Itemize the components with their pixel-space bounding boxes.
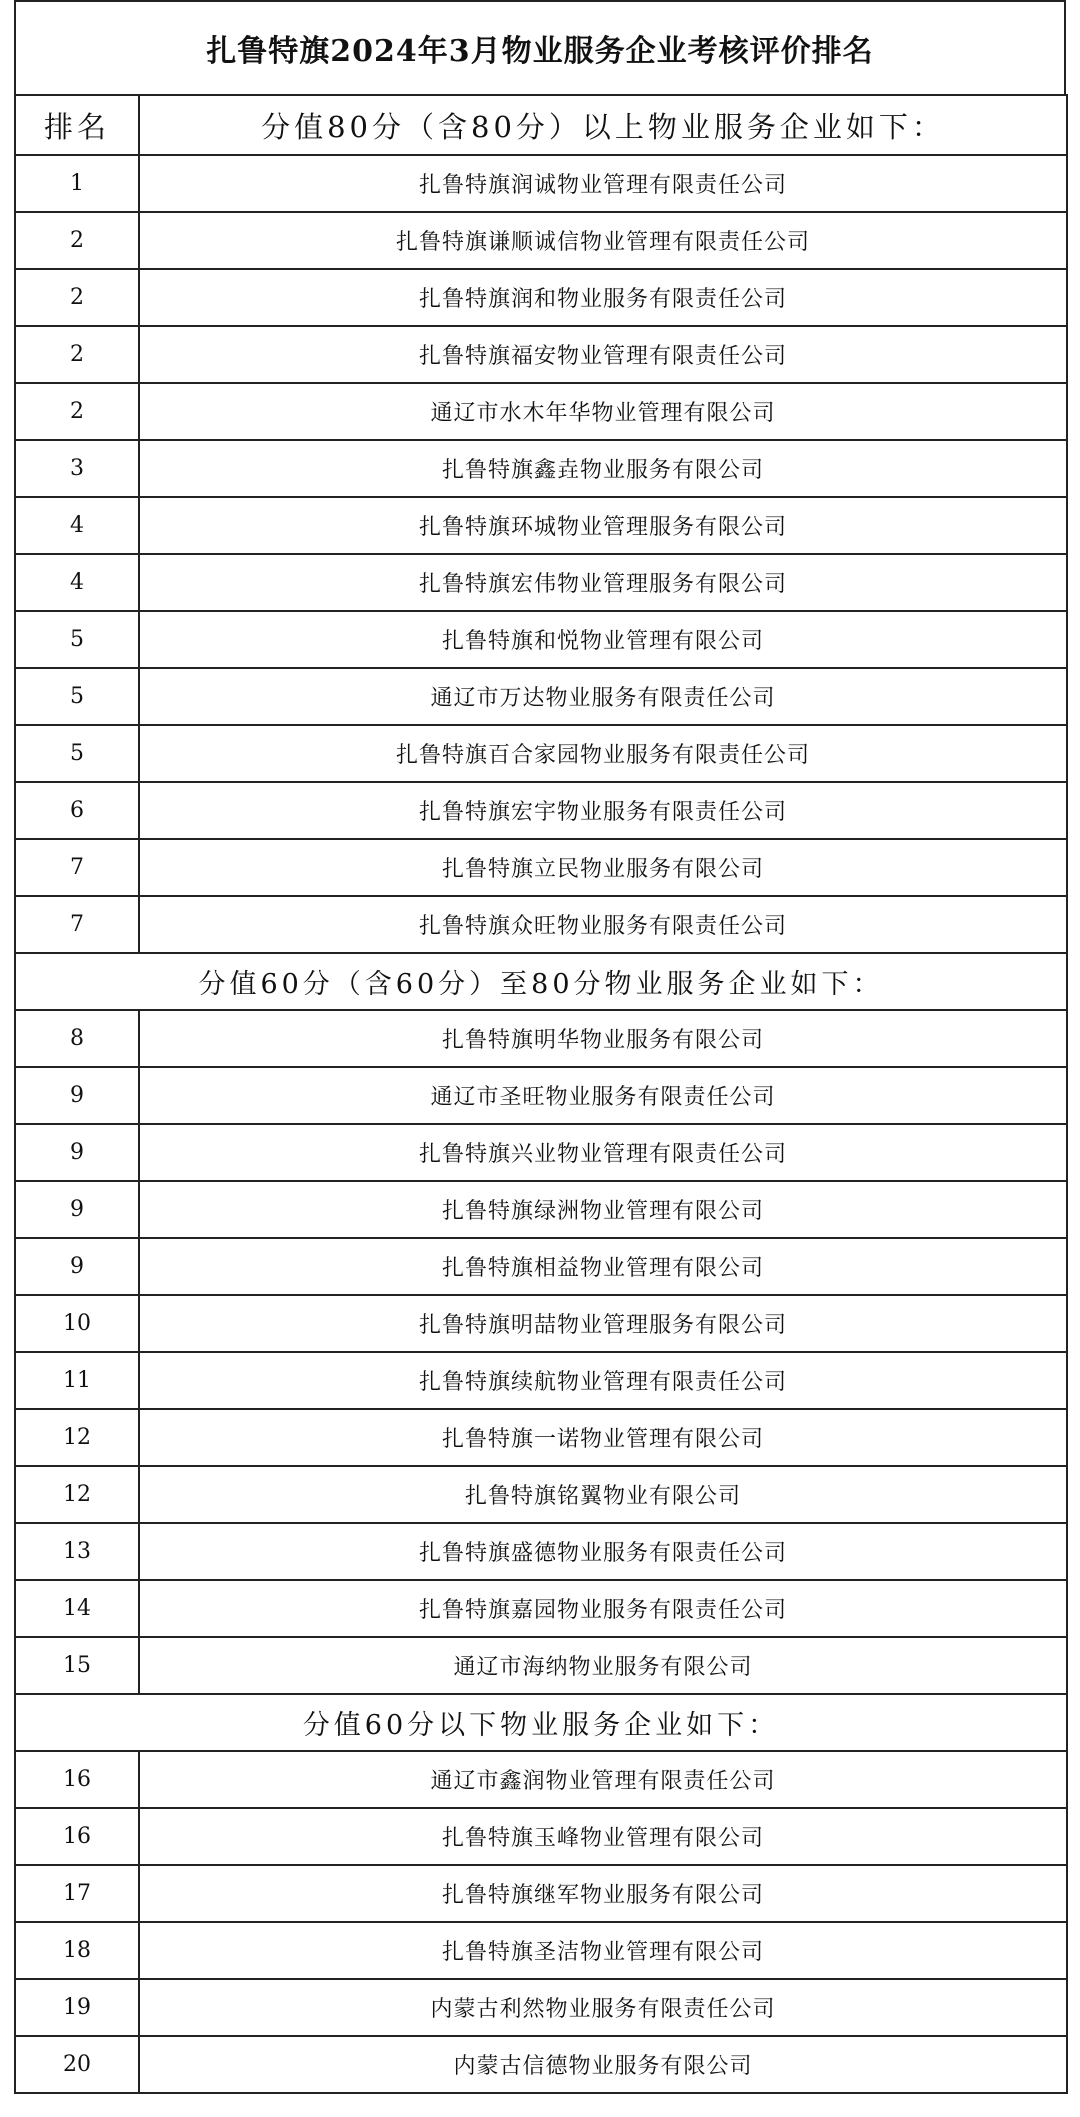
section-heading-80-plus: 分值80分（含80分）以上物业服务企业如下： (139, 95, 1067, 155)
company-name-cell: 扎鲁特旗嘉园物业服务有限责任公司 (139, 1580, 1067, 1637)
table-row (15, 725, 1067, 782)
rank-cell: 1 (15, 155, 139, 212)
section-heading-60-to-80: 分值60分（含60分）至80分物业服务企业如下： (15, 953, 1067, 1010)
rank-cell: 2 (15, 212, 139, 269)
rank-cell: 7 (15, 839, 139, 896)
company-name-cell: 通辽市海纳物业服务有限公司 (139, 1637, 1067, 1694)
company-name-cell: 扎鲁特旗明喆物业管理服务有限公司 (139, 1295, 1067, 1352)
company-name-cell: 通辽市鑫润物业管理有限责任公司 (139, 1751, 1067, 1808)
company-name-cell: 扎鲁特旗宏宇物业服务有限责任公司 (139, 782, 1067, 839)
company-name-cell: 扎鲁特旗宏伟物业管理服务有限公司 (139, 554, 1067, 611)
rank-cell: 12 (15, 1466, 139, 1523)
company-name-cell: 扎鲁特旗环城物业管理服务有限公司 (139, 497, 1067, 554)
table-row (15, 440, 1067, 497)
rank-cell: 16 (15, 1808, 139, 1865)
company-name-cell: 扎鲁特旗玉峰物业管理有限公司 (139, 1808, 1067, 1865)
table-header-row (15, 95, 1067, 155)
table-row (15, 1751, 1067, 1808)
section-heading-below-60: 分值60分以下物业服务企业如下： (15, 1694, 1067, 1751)
company-name-cell: 扎鲁特旗继军物业服务有限公司 (139, 1865, 1067, 1922)
rank-cell: 9 (15, 1181, 139, 1238)
rank-cell: 19 (15, 1979, 139, 2036)
rank-cell: 2 (15, 269, 139, 326)
rank-cell: 13 (15, 1523, 139, 1580)
company-name-cell: 扎鲁特旗润和物业服务有限责任公司 (139, 269, 1067, 326)
company-name-cell: 扎鲁特旗立民物业服务有限公司 (139, 839, 1067, 896)
rank-cell: 5 (15, 725, 139, 782)
table-row (15, 896, 1067, 953)
company-name-cell: 扎鲁特旗盛德物业服务有限责任公司 (139, 1523, 1067, 1580)
table-row (15, 1238, 1067, 1295)
company-name-cell: 扎鲁特旗一诺物业管理有限公司 (139, 1409, 1067, 1466)
rank-cell: 15 (15, 1637, 139, 1694)
ranking-sheet (14, 0, 1066, 2094)
table-row (15, 1124, 1067, 1181)
table-row (15, 1466, 1067, 1523)
table-row (15, 782, 1067, 839)
rank-cell: 7 (15, 896, 139, 953)
rank-cell: 4 (15, 554, 139, 611)
table-row (15, 611, 1067, 668)
company-name-cell: 扎鲁特旗绿洲物业管理有限公司 (139, 1181, 1067, 1238)
table-row (15, 1409, 1067, 1466)
table-row (15, 269, 1067, 326)
table-row (15, 1067, 1067, 1124)
company-name-cell: 扎鲁特旗谦顺诚信物业管理有限责任公司 (139, 212, 1067, 269)
table-row (15, 839, 1067, 896)
company-name-cell: 通辽市圣旺物业服务有限责任公司 (139, 1067, 1067, 1124)
page-title: 扎鲁特旗2024年3月物业服务企业考核评价排名 (14, 0, 1066, 94)
ranking-table (14, 94, 1068, 2094)
company-name-cell: 扎鲁特旗百合家园物业服务有限责任公司 (139, 725, 1067, 782)
rank-cell: 11 (15, 1352, 139, 1409)
rank-cell: 2 (15, 326, 139, 383)
table-row (15, 1865, 1067, 1922)
rank-cell: 9 (15, 1067, 139, 1124)
table-row (15, 1010, 1067, 1067)
rank-cell: 5 (15, 668, 139, 725)
company-name-cell: 扎鲁特旗润诚物业管理有限责任公司 (139, 155, 1067, 212)
table-row (15, 326, 1067, 383)
rank-cell: 9 (15, 1124, 139, 1181)
rank-cell: 16 (15, 1751, 139, 1808)
company-name-cell: 内蒙古信德物业服务有限公司 (139, 2036, 1067, 2093)
table-row (15, 1523, 1067, 1580)
rank-cell: 14 (15, 1580, 139, 1637)
company-name-cell: 扎鲁特旗圣洁物业管理有限公司 (139, 1922, 1067, 1979)
table-row (15, 212, 1067, 269)
table-row (15, 1295, 1067, 1352)
rank-column-header: 排名 (15, 95, 139, 155)
section-row (15, 953, 1067, 1010)
rank-cell: 6 (15, 782, 139, 839)
rank-cell: 2 (15, 383, 139, 440)
rank-cell: 17 (15, 1865, 139, 1922)
company-name-cell: 扎鲁特旗鑫垚物业服务有限公司 (139, 440, 1067, 497)
company-name-cell: 扎鲁特旗和悦物业管理有限公司 (139, 611, 1067, 668)
rank-cell: 9 (15, 1238, 139, 1295)
table-row (15, 2036, 1067, 2093)
rank-cell: 10 (15, 1295, 139, 1352)
company-name-cell: 通辽市万达物业服务有限责任公司 (139, 668, 1067, 725)
company-name-cell: 通辽市水木年华物业管理有限公司 (139, 383, 1067, 440)
table-row (15, 554, 1067, 611)
table-row (15, 1808, 1067, 1865)
table-row (15, 1181, 1067, 1238)
company-name-cell: 扎鲁特旗福安物业管理有限责任公司 (139, 326, 1067, 383)
table-row (15, 1979, 1067, 2036)
table-row (15, 1352, 1067, 1409)
company-name-cell: 扎鲁特旗铭翼物业有限公司 (139, 1466, 1067, 1523)
company-name-cell: 扎鲁特旗众旺物业服务有限责任公司 (139, 896, 1067, 953)
section-row (15, 1694, 1067, 1751)
rank-cell: 20 (15, 2036, 139, 2093)
company-name-cell: 扎鲁特旗明华物业服务有限公司 (139, 1010, 1067, 1067)
table-row (15, 1580, 1067, 1637)
table-row (15, 668, 1067, 725)
table-row (15, 1922, 1067, 1979)
company-name-cell: 扎鲁特旗兴业物业管理有限责任公司 (139, 1124, 1067, 1181)
table-row (15, 1637, 1067, 1694)
company-name-cell: 内蒙古利然物业服务有限责任公司 (139, 1979, 1067, 2036)
table-row (15, 155, 1067, 212)
rank-cell: 3 (15, 440, 139, 497)
rank-cell: 4 (15, 497, 139, 554)
rank-cell: 8 (15, 1010, 139, 1067)
company-name-cell: 扎鲁特旗相益物业管理有限公司 (139, 1238, 1067, 1295)
rank-cell: 5 (15, 611, 139, 668)
table-row (15, 383, 1067, 440)
rank-cell: 12 (15, 1409, 139, 1466)
table-row (15, 497, 1067, 554)
company-name-cell: 扎鲁特旗续航物业管理有限责任公司 (139, 1352, 1067, 1409)
rank-cell: 18 (15, 1922, 139, 1979)
